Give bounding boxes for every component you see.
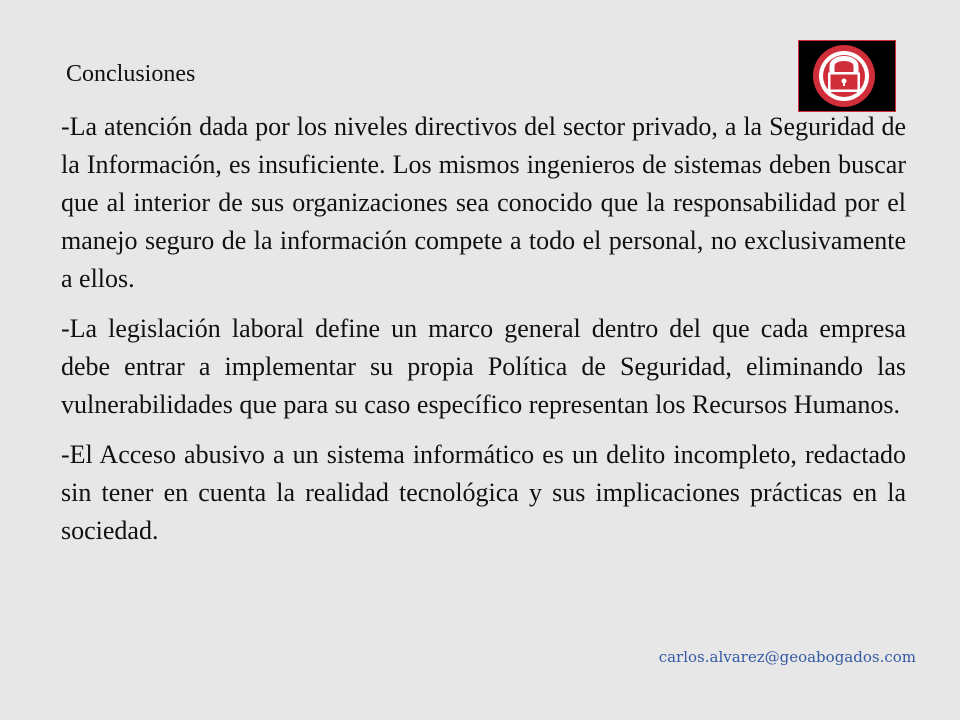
slide-title: Conclusiones — [66, 61, 196, 87]
security-logo — [798, 40, 896, 112]
padlock-icon — [799, 41, 895, 111]
conclusion-paragraph: -La legislación laboral define un marco general dentro del que cada empresa debe entrar a implementar su propia Política de Seguridad, eliminando las vulnerabilidades que para su caso específico representan los Recursos Humanos. — [61, 314, 906, 419]
conclusion-paragraph: -El Acceso abusivo a un sistema informático es un delito incompleto, redactado sin tener en cuenta la realidad tecnológica y sus implicaciones prácticas en la sociedad. — [61, 440, 906, 545]
footer-email-link[interactable]: carlos.alvarez@geoabogados.com — [658, 648, 916, 666]
conclusion-paragraph: -La atención dada por los niveles directivos del sector privado, a la Seguridad de la Información, es insuficiente. Los mismos ingenieros de sistemas deben buscar que al interior de sus organizaciones sea conocido que la responsabilidad por el manejo seguro de la información compete a todo el personal, no exclusivamente a ellos. — [61, 112, 906, 293]
conclusions-body — [61, 108, 906, 550]
